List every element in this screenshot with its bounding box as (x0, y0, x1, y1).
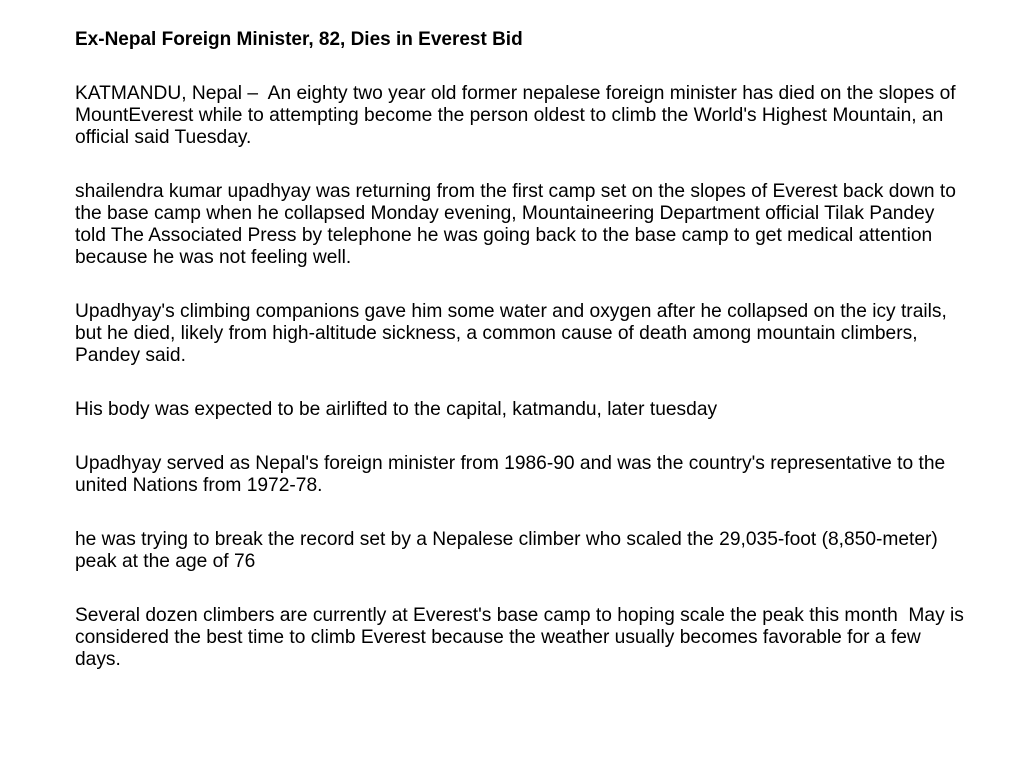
article-paragraph-7: Several dozen climbers are currently at Everest's base camp to hoping scale the peak this month May is considered the best time to climb Everest because the weather usually becomes favorable for a few days. (75, 605, 970, 670)
article-paragraph-5: Upadhyay served as Nepal's foreign minister from 1986-90 and was the country's representative to the united Nations from 1972-78. (75, 453, 951, 496)
article-headline: Ex-Nepal Foreign Minister, 82, Dies in Everest Bid (75, 29, 523, 50)
article-body (75, 29, 970, 671)
article-paragraph-6: he was trying to break the record set by a Nepalese climber who scaled the 29,035-foot (8,850-meter) peak at the age of 76 (75, 529, 944, 572)
article-paragraph-3: Upadhyay's climbing companions gave him some water and oxygen after he collapsed on the icy trails, but he died, likely from high-altitude sickness, a common cause of death among mountain climbers, Pandey said. (75, 301, 953, 366)
article-paragraph-4: His body was expected to be airlifted to the capital, katmandu, later tuesday (75, 399, 718, 420)
article-paragraph-2: shailendra kumar upadhyay was returning from the first camp set on the slopes of Everest back down to the base camp when he collapsed Monday evening, Mountaineering Department official Tilak Pandey told The Associated Press by telephone he was going back to the base camp to get medical attention because he was not feeling well. (75, 181, 962, 268)
article-paragraph-1: KATMANDU, Nepal – An eighty two year old former nepalese foreign minister has died on the slopes of MountEverest while to attempting become the person oldest to climb the World's Highest Mountain, an official said Tuesday. (75, 83, 961, 148)
